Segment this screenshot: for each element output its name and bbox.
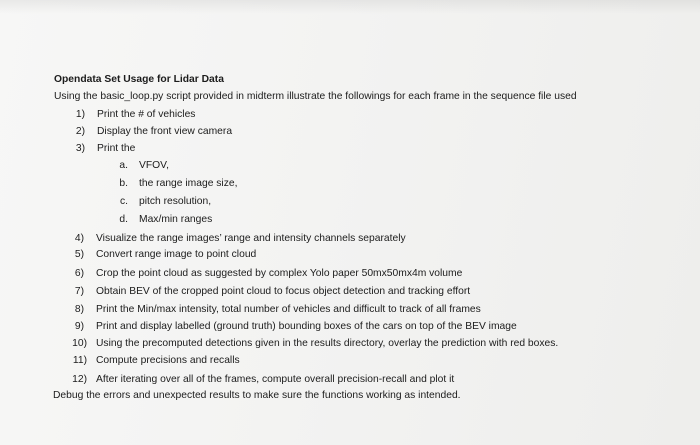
closing-text: Debug the errors and unexpected results to make sure the functions working as intended. bbox=[53, 390, 461, 401]
list-item-text: Compute precisions and recalls bbox=[96, 355, 240, 366]
sub-item-letter: d. bbox=[119, 214, 128, 225]
list-item-text: Crop the point cloud as suggested by complex Yolo paper 50mx50mx4m volume bbox=[96, 268, 463, 279]
list-item-number: 3) bbox=[75, 143, 85, 154]
list-item-number: 5) bbox=[74, 249, 84, 260]
list-item-text: Print the Min/max intensity, total number of vehicles and difficult to track of all frames bbox=[96, 304, 481, 315]
sub-item-text: pitch resolution, bbox=[139, 196, 212, 207]
list-item-text: Print the # of vehicles bbox=[97, 109, 196, 120]
list-item-text: Obtain BEV of the cropped point cloud to focus object detection and tracking effort bbox=[96, 286, 471, 297]
list-item-number: 10) bbox=[72, 338, 87, 349]
sub-item-letter: b. bbox=[119, 178, 128, 189]
sub-item-text: VFOV, bbox=[139, 160, 169, 171]
list-item-text: Print the bbox=[97, 143, 136, 154]
sub-item-letter: c. bbox=[119, 196, 128, 207]
list-item-text: After iterating over all of the frames, compute overall precision-recall and plot it bbox=[96, 374, 455, 385]
sub-item-letter: a. bbox=[119, 160, 128, 171]
list-item-text: Visualize the range images’ range and intensity channels separately bbox=[96, 233, 406, 244]
list-item-number: 1) bbox=[75, 109, 85, 120]
sub-item-text: the range image size, bbox=[139, 178, 238, 189]
sub-item-text: Max/min ranges bbox=[139, 214, 213, 225]
list-item-number: 8) bbox=[74, 304, 84, 315]
list-item-number: 6) bbox=[74, 268, 84, 279]
intro-text: Using the basic_loop.py script provided in midterm illustrate the followings for each frame in the sequence file used bbox=[54, 91, 577, 102]
list-item-number: 9) bbox=[74, 321, 84, 332]
list-item-number: 11) bbox=[72, 355, 87, 366]
list-item-text: Print and display labelled (ground truth) bounding boxes of the cars on top of the BEV image bbox=[96, 321, 517, 332]
list-item-number: 2) bbox=[75, 126, 85, 137]
document-title: Opendata Set Usage for Lidar Data bbox=[54, 74, 224, 85]
list-item-number: 4) bbox=[74, 233, 84, 244]
list-item-number: 7) bbox=[74, 286, 84, 297]
list-item-text: Using the precomputed detections given in the results directory, overlay the prediction with red boxes. bbox=[96, 338, 559, 349]
list-item-number: 12) bbox=[72, 374, 87, 385]
list-item-text: Display the front view camera bbox=[97, 126, 233, 137]
list-item-text: Convert range image to point cloud bbox=[96, 249, 257, 260]
